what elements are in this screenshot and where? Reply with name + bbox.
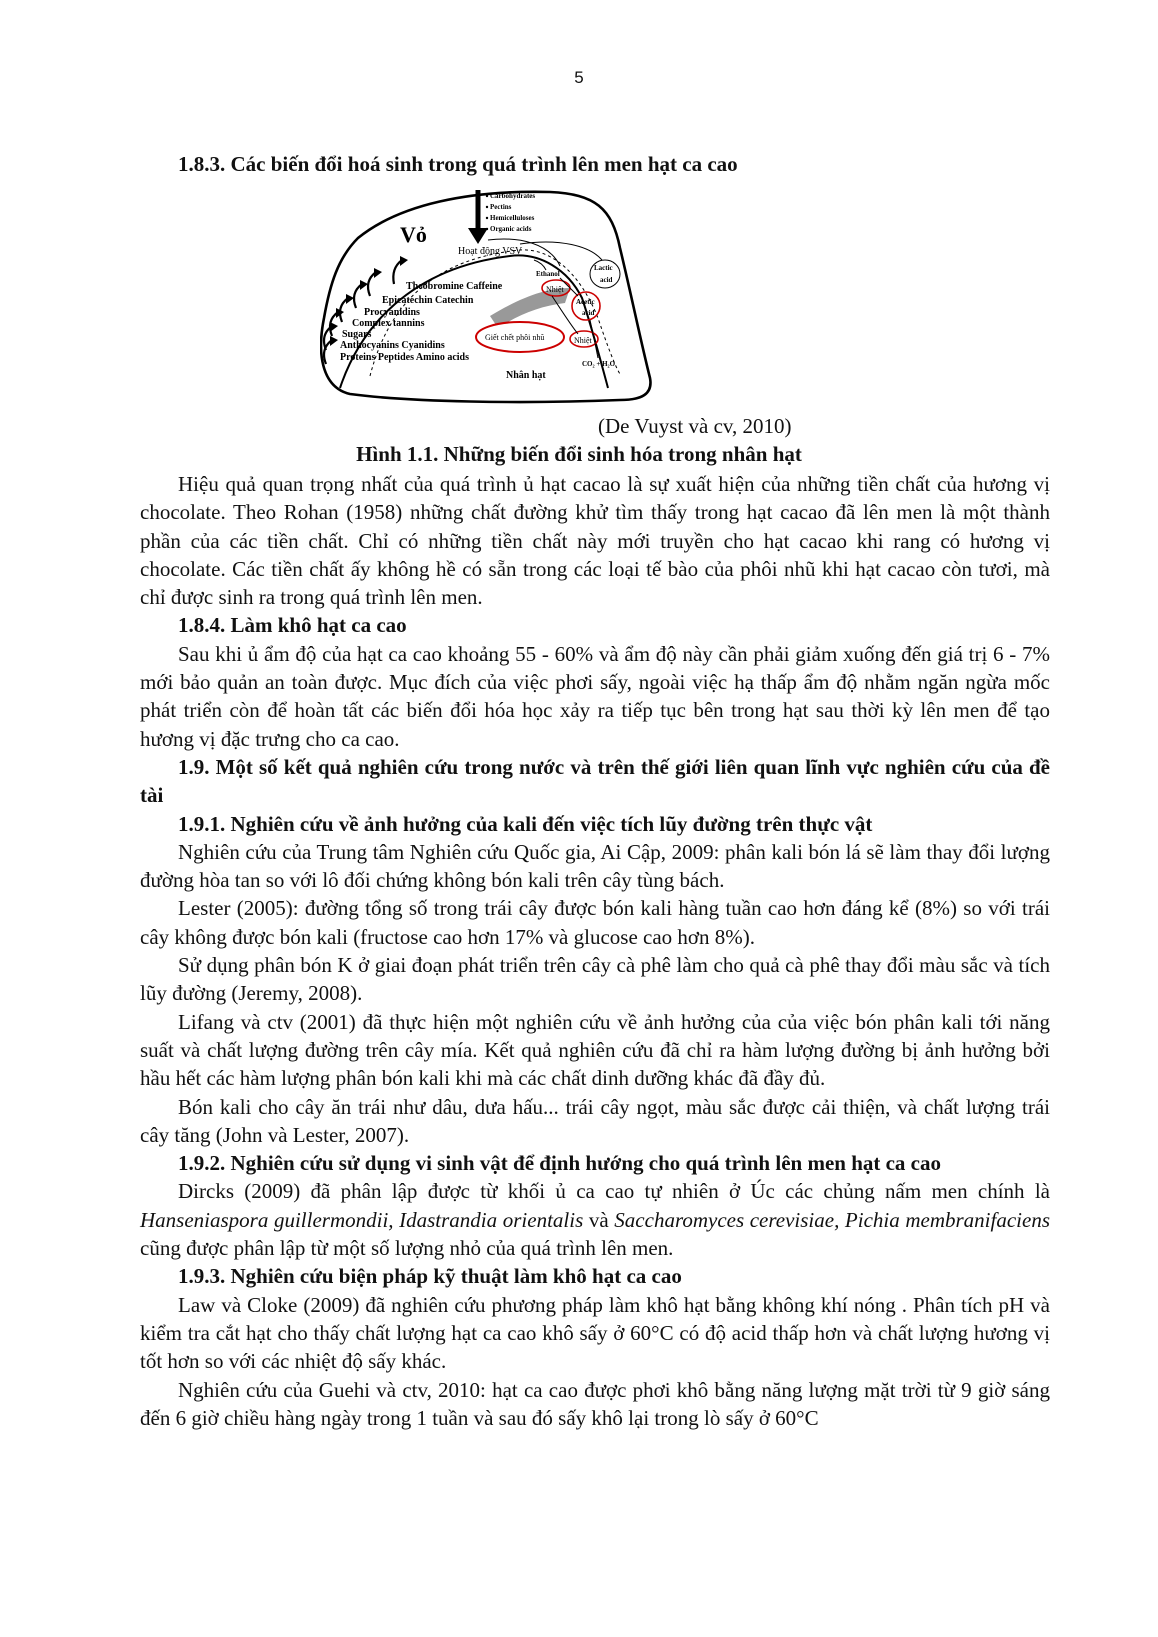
kill-embryo-label: Giết chết phôi nhũ	[485, 333, 545, 342]
acetic-acid-label: Acetic	[576, 298, 595, 306]
svg-text:acid: acid	[600, 276, 613, 284]
text-span: cũng được phân lập từ một số lượng nhỏ của quá trình lên men.	[140, 1236, 674, 1261]
figure-source: (De Vuyst và cv, 2010)	[598, 414, 792, 438]
up-arrow-icon	[330, 322, 338, 332]
heat-label-1: Nhiệt	[546, 285, 564, 294]
section-heading-1-8-4: 1.8.4. Làm khô hạt ca cao	[178, 613, 407, 638]
pulp-item: Carbohydrates	[490, 192, 536, 200]
shell-label: Vỏ	[400, 222, 427, 247]
section-heading-1-8-3: 1.8.3. Các biến đổi hoá sinh trong quá trình lên men hạt ca cao	[178, 152, 738, 176]
paragraph: Nghiên cứu của Trung tâm Nghiên cứu Quốc gia, Ai Cập, 2009: phân kali bón lá sẽ làm thay đổi lượng đường hòa tan so với lô đối chứng không bón kali trên cây tùng bách.	[140, 839, 1050, 893]
paragraph: Sau khi ủ ẩm độ của hạt ca cao khoảng 55 - 60% và ẩm độ này cần phải giảm xuống đến giá trị 6 - 7% mới bảo quản an toàn được. Mục đích của việc phơi sấy, ngoài việc hạ thấp ẩm độ nhằm ngăn ngừa mốc phát triển còn để hoàn tất các biến đổi hóa học xảy ra tiếp tục bên trong hạt sau thời kỳ lên men để tạo hương vị đặc trưng cho ca cao.	[140, 641, 1050, 751]
paragraph: Nghiên cứu của Guehi và ctv, 2010: hạt ca cao được phơi khô bằng năng lượng mặt trời từ 9 giờ sáng đến 6 giờ chiều hàng ngày trong 1 tuần và sau đó sấy khô lại trong lò sấy ở 60°C	[140, 1377, 1050, 1430]
compound-tannins: Complex tannins	[352, 318, 425, 329]
compound-anthocyanins: Anthocyanins Cyanidins	[340, 340, 445, 351]
paragraph: Law và Cloke (2009) đã nghiên cứu phương pháp làm khô hạt bằng không khí nóng . Phân tích pH và kiểm tra cắt hạt cho thấy chất lượng hạt ca cao khô sấy ở 60°C có độ acid thấp hơn và chất lượng hương vị tốt hơn so với các nhiệt độ sấy khác.	[140, 1292, 1050, 1374]
pulp-item: Pectins	[490, 203, 512, 211]
svg-text:acid: acid	[582, 309, 595, 317]
compound-sugars: Sugars	[342, 329, 372, 340]
document-body	[140, 470, 1050, 1432]
figure-caption: Hình 1.1. Những biến đổi sinh hóa trong nhân hạt	[356, 442, 802, 466]
text-span: và	[583, 1207, 615, 1232]
down-arrow-icon	[468, 228, 488, 244]
text-span: Dircks (2009) đã phân lập được từ khối ủ ca cao tự nhiên ở Úc các chủng nấm men chính là	[178, 1179, 1050, 1204]
paragraph: Bón kali cho cây ăn trái như dâu, dưa hấu... trái cây ngọt, màu sắc được cải thiện, và chất lượng trái cây tăng (John và Lester, 2007).	[140, 1094, 1050, 1147]
species-names: Saccharomyces cerevisiae, Pichia membranifaciens	[614, 1207, 1050, 1232]
up-arrow-icon	[360, 280, 368, 290]
paragraph: Sử dụng phân bón K ở giai đoạn phát triển trên cây cà phê làm cho quả cà phê thay đổi màu sắc và tích lũy đường (Jeremy, 2008).	[140, 953, 1050, 1006]
section-heading-1-9: 1.9. Một số kết quả nghiên cứu trong nước và trên thế giới liên quan lĩnh vực nghiên cứu của đề tài	[140, 754, 1050, 808]
section-heading-1-9-3: 1.9.3. Nghiên cứu biện pháp kỹ thuật làm khô hạt ca cao	[178, 1264, 682, 1289]
pulp-item: Hemicelluloses	[490, 214, 535, 222]
biochemical-changes-figure	[320, 188, 660, 406]
compound-epicatechin: Epicatechin Catechin	[382, 295, 474, 306]
bean-shell-outline	[321, 192, 650, 402]
species-names: Hanseniaspora guillermondii, Idastrandia orientalis	[140, 1207, 584, 1232]
up-arrow-icon	[374, 268, 382, 278]
paragraph: Hiệu quả quan trọng nhất của quá trình ủ hạt cacao là sự xuất hiện của những tiền chất của hương vị chocolate. Theo Rohan (1958) những chất đường khử tìm thấy trong hạt cacao đã lên men là một thành phần của các tiền chất. Chỉ có những tiền chất này mới truyền cho hạt cacao khi rang có hương vị chocolate. Các tiền chất ấy không hề có sẵn trong các loại tế bào của phôi nhũ khi hạt cacao còn tươi, mà chỉ được sinh ra trong quá trình lên men.	[140, 472, 1050, 610]
ethanol-label: Ethanol	[536, 270, 560, 278]
paragraph	[140, 1177, 1050, 1262]
section-heading-1-9-2: 1.9.2. Nghiên cứu sử dụng vi sinh vật để định hướng cho quá trình lên men hạt ca cao	[178, 1151, 942, 1176]
arrow-label: Hoạt động VSV	[458, 246, 523, 257]
up-arrow-icon	[346, 294, 354, 304]
up-arrow-icon	[330, 336, 338, 346]
paragraph: Lester (2005): đường tổng số trong trái cây được bón kali hàng tuần cao hơn đáng kể (8%) so với trái cây không được bón kali (fructose cao hơn 17% và glucose cao hơn 8%).	[140, 896, 1050, 949]
compound-proteins: Proteins Peptides Amino acids	[340, 352, 469, 363]
heat-label-2: Nhiệt	[574, 336, 592, 345]
compound-theobromine: Theobromine Caffeine	[406, 281, 503, 292]
lactic-acid-label: Lactic	[594, 264, 613, 272]
co2-label: CO₂ + H₂O	[582, 360, 616, 368]
page-number: 5	[574, 68, 584, 87]
compound-procyanidins: Procyanidins	[364, 307, 420, 318]
paragraph: Lifang và ctv (2001) đã thực hiện một nghiên cứu về ảnh hưởng của của việc bón phân kali tới năng suất và chất lượng đường trên cây mía. Kết quả nghiên cứu đã chỉ ra hàm lượng đường bị ảnh hưởng bởi hầu hết các hàm lượng phân bón kali khi mà các chất dinh dưỡng khác đã đầy đủ.	[140, 1009, 1050, 1091]
pulp-item: Organic acids	[490, 225, 532, 233]
kernel-label: Nhân hạt	[506, 370, 546, 381]
up-arrow-icon	[400, 256, 408, 266]
section-heading-1-9-1: 1.9.1. Nghiên cứu về ảnh hưởng của kali đến việc tích lũy đường trên thực vật	[178, 811, 873, 836]
